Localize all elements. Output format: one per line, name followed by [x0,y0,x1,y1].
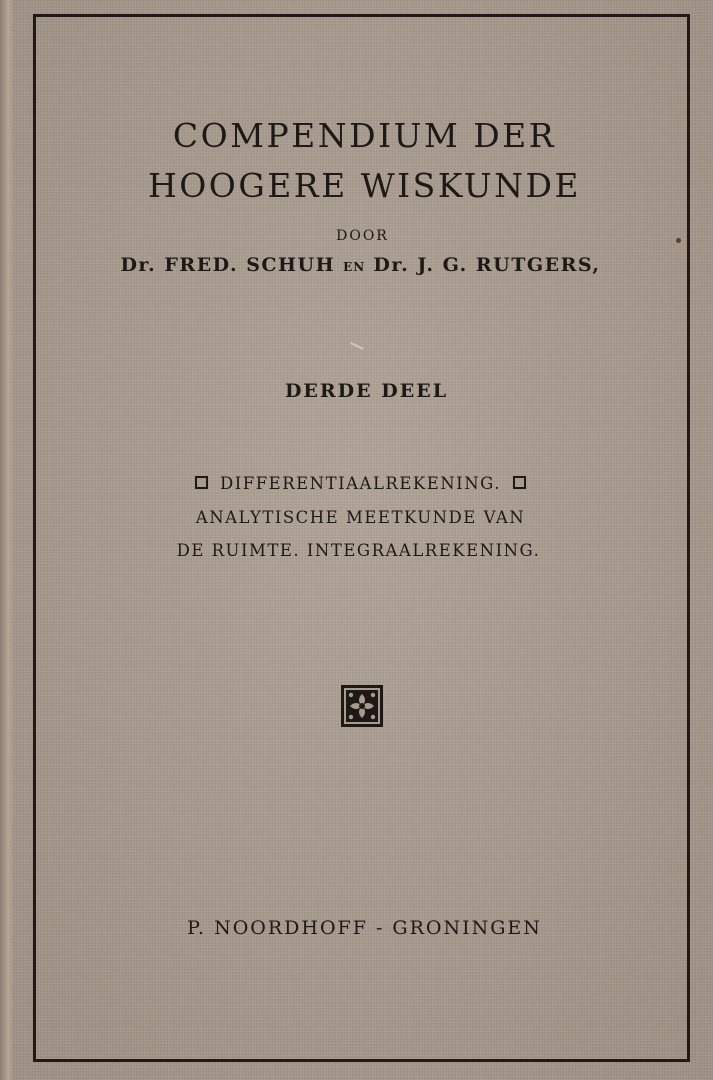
subject-line-2: ANALYTISCHE MEETKUNDE VAN [195,508,526,527]
subject-line-3: DE RUIMTE. INTEGRAALREKENING. [176,541,541,560]
square-bullet-icon [195,476,208,489]
authors-line [4,254,713,276]
subject-line-1-text: DIFFERENTIAALREKENING. [220,474,501,493]
title-line-1: COMPENDIUM DER [172,116,557,155]
volume-label: DERDE DEEL [284,380,449,402]
title-line-2: HOOGERE WISKUNDE [147,166,582,205]
author-conjunction: EN [343,260,366,274]
publisher-line: P. NOORDHOFF - GRONINGEN [187,917,542,939]
square-floral-ornament-icon [340,684,384,728]
square-bullet-icon [513,476,526,489]
author-2: Dr. J. G. RUTGERS, [373,254,601,276]
author-1: Dr. FRED. SCHUH [120,254,336,276]
by-label: DOOR [336,228,389,244]
subject-line-1 [4,474,713,493]
